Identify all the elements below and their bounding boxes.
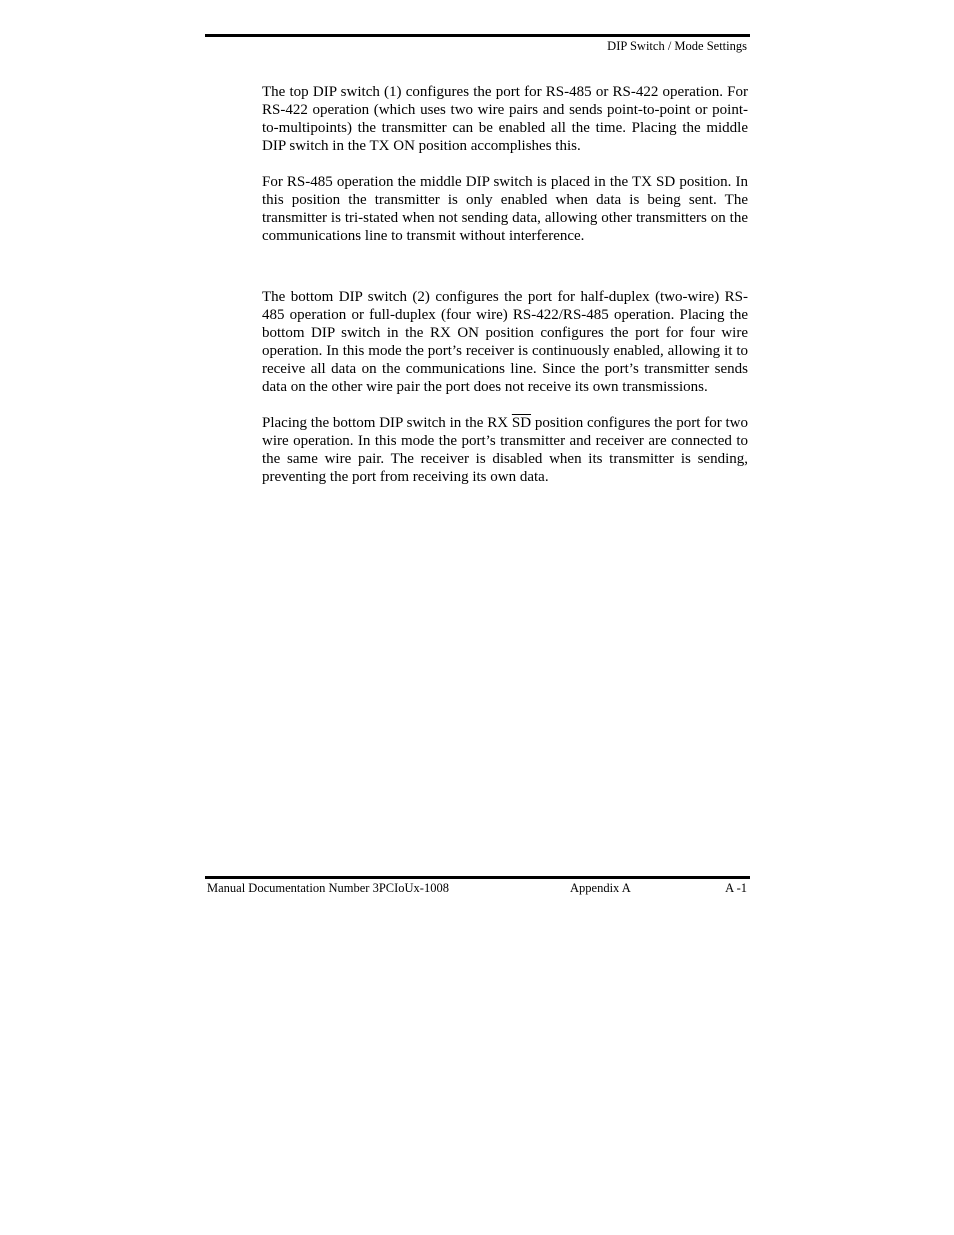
page-body	[262, 83, 748, 486]
footer-document-number: Manual Documentation Number 3PCIoUx-1008	[207, 881, 449, 895]
paragraph-rs485-rs422-mode: The top DIP switch (1) configures the port for RS-485 or RS-422 operation. For RS-422 operation (which uses two wire pairs and sends point-to-point or point-to-multipoints) the transmitter can be enabled all the time. Placing the middle DIP switch in the TX ON position accomplishes this.	[262, 84, 748, 154]
paragraph-two-wire-operation	[262, 414, 748, 486]
footer-rule	[205, 876, 750, 879]
header-rule	[205, 34, 750, 37]
paragraph-text-after: position configures the port for two wire operation. In this mode the port’s transmitter and receiver are connected to the same wire pair. The receiver is disabled when its transmitter is sending, preventing the port from receiving its own data.	[262, 415, 748, 485]
footer-section: Appendix A	[570, 881, 631, 895]
paragraph-duplex-mode: The bottom DIP switch (2) configures the port for half-duplex (two-wire) RS-485 operation or full-duplex (four wire) RS-422/RS-485 operation. Placing the bottom DIP switch in the RX ON position configures the port for four wire operation. In this mode the port’s receiver is continuously enabled, allowing it to receive all data on the communications line. Since the port’s transmitter sends data on the other wire pair the port does not receive its own transmissions.	[262, 289, 748, 395]
paragraph-spacer	[262, 396, 748, 414]
section-spacer	[262, 245, 748, 288]
overlined-sd-label: $\overline{SD}$	[511, 415, 532, 431]
footer-page-number: A -1	[725, 881, 747, 895]
paragraph-rs485-operation: For RS-485 operation the middle DIP switch is placed in the TX SD position. In this position the transmitter is only enabled when data is being sent. The transmitter is tri-stated when not sending data, allowing other transmitters on the communications line to transmit without interference.	[262, 174, 748, 244]
paragraph-text-before: Placing the bottom DIP switch in the RX	[262, 415, 512, 431]
paragraph-spacer	[262, 155, 748, 173]
running-header: DIP Switch / Mode Settings	[607, 39, 747, 53]
